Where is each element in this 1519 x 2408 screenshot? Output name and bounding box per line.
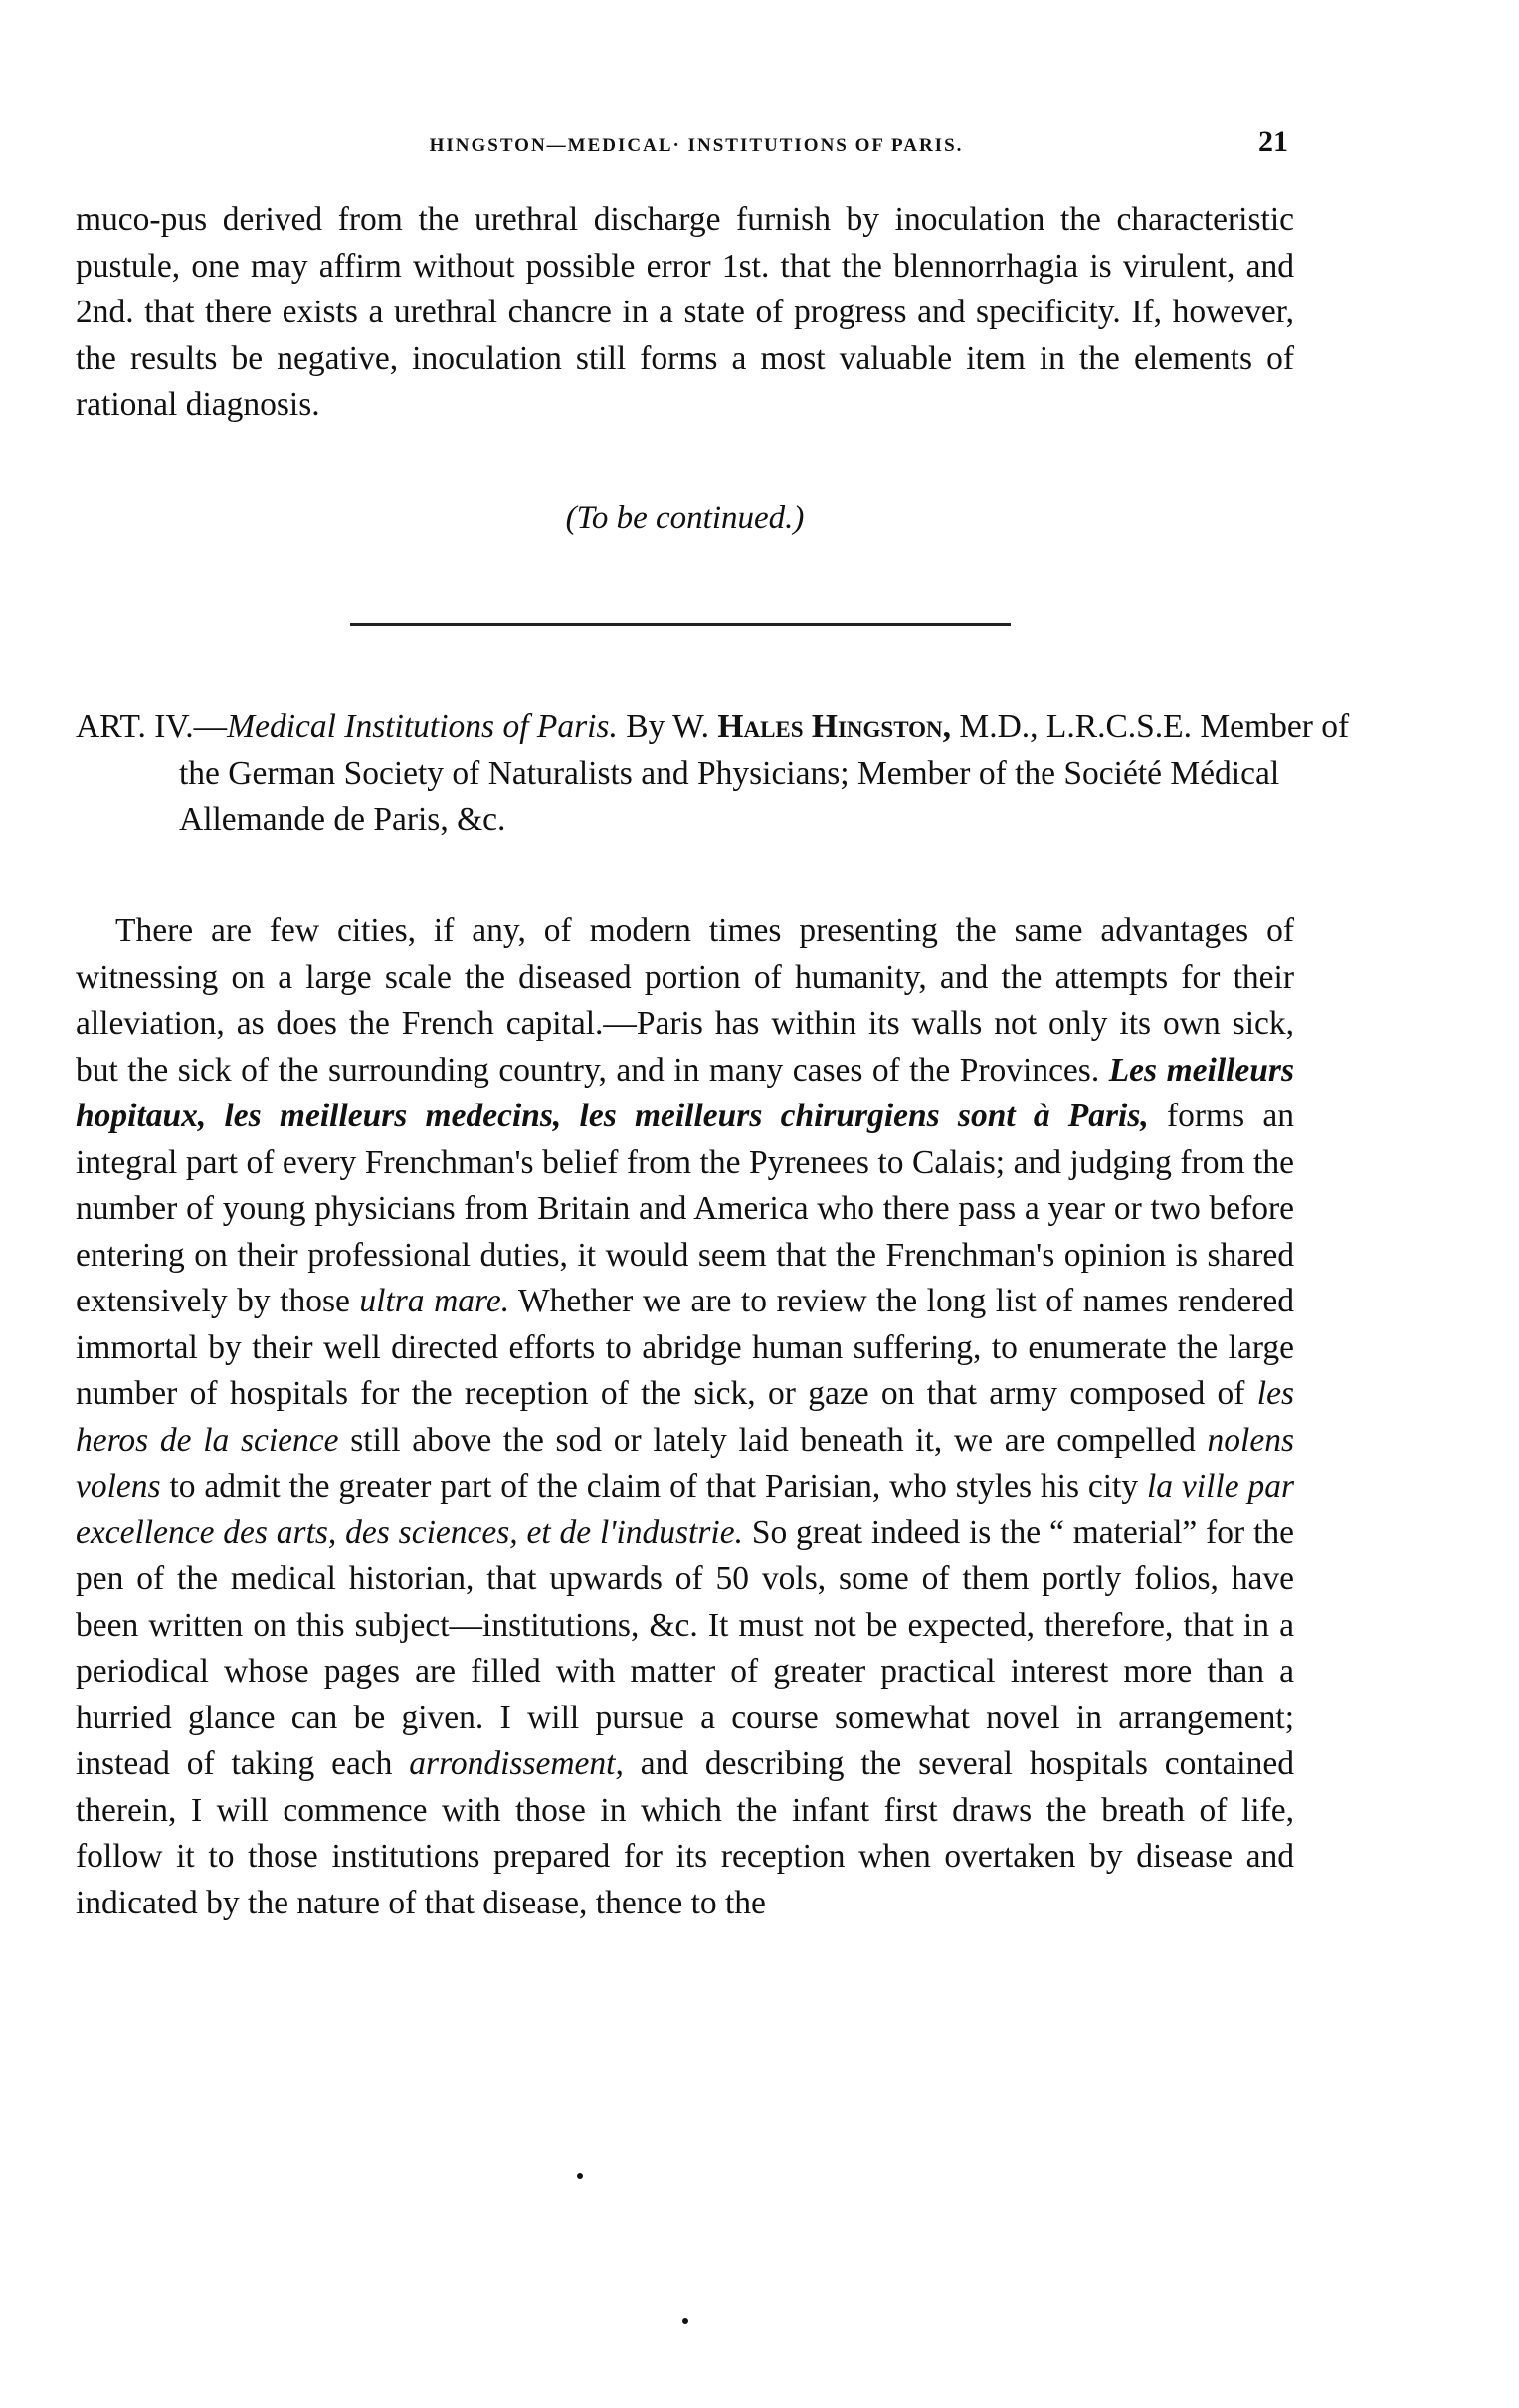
latin-phrase: nolens volens — [76, 1421, 1294, 1505]
page-number: 21 — [1258, 125, 1288, 158]
body-text: to admit the greater part of the claim of that Parisian, who styles his city — [160, 1468, 1147, 1505]
french-quote: Les meilleurs hopitaux, les meilleurs medecins, les meilleurs chirurgiens sont à Paris, — [76, 1051, 1295, 1134]
article-body-paragraph — [76, 908, 1294, 1926]
section-divider — [350, 623, 1011, 626]
french-phrase: les heros de la science — [76, 1375, 1294, 1459]
ink-speck — [577, 2173, 583, 2179]
article-heading — [76, 704, 1398, 844]
ink-speck — [682, 2318, 688, 2324]
latin-phrase: ultra mare. — [359, 1283, 510, 1319]
article-byline: By W. — [617, 708, 718, 745]
article-credentials: M.D., L.R.C.S.E. Member of the German Society of Naturalists and Physicians; Member of the Société Médical Allemande de Paris, &c. — [179, 708, 1350, 838]
running-head: HINGSTON—MEDICAL· INSTITUTIONS OF PARIS. — [429, 135, 964, 156]
body-text: forms an integral part of every Frenchman's belief from the Pyrenees to Calais; and judging from the number of young physicians from Britain and America who there pass a year or two before entering on their professional duties, it would seem that the Frenchman's opinion is shared extensively by those — [76, 1098, 1294, 1319]
body-text: Whether we are to review the long list of names rendered immortal by their well directed efforts to abridge human suffering, to enumerate the large number of hospitals for the reception of the sick, or gaze on that army composed of — [76, 1283, 1294, 1412]
article-title: Medical Institutions of Paris. — [227, 708, 618, 745]
to-be-continued-note: (To be continued.) — [565, 501, 805, 536]
body-text: still above the sod or lately laid beneath it, we are compelled — [338, 1421, 1208, 1459]
body-text: So great indeed is the “ material” for the pen of the medical historian, that upwards of 50 vols, some of them portly folios, have been written on this subject—institutions, &c. It must not be expected, therefore, that in a periodical whose pages are filled with matter of greater practical interest more than a hurried glance can be given. I will pursue a course somewhat novel in arrangement; instead of taking each — [76, 1513, 1294, 1782]
body-text: and describing the several hospitals contained therein, I will commence with those in which the infant first draws the breath of life, follow it to those institutions prepared for its reception when overtaken by disease and indicated by the nature of that disease, thence to the — [76, 1745, 1294, 1921]
french-phrase: la ville par excellence des arts, des sciences, et de l'industrie. — [76, 1468, 1294, 1551]
french-term: arrondissement, — [409, 1745, 624, 1782]
article-number: ART. IV.— — [76, 708, 228, 745]
paragraph-continuation: muco-pus derived from the urethral discharge furnish by inoculation the characteristic pustule, one may affirm without possible error 1st. that the blennorrhagia is virulent, and 2nd. that there exists a urethral chancre in a state of progress and specificity. If, however, the results be negative, inoculation still forms a most valuable item in the elements of rational diagnosis. — [76, 201, 1294, 423]
body-text: There are few cities, if any, of modern times presenting the same advantages of witnessing on a large scale the diseased portion of humanity, and the attempts for their alleviation, as does the French capital.—Paris has within its walls not only its own sick, but the sick of the surrounding country, and in many cases of the Provinces. — [76, 912, 1294, 1089]
article-author: Hales Hingston, — [717, 708, 952, 745]
